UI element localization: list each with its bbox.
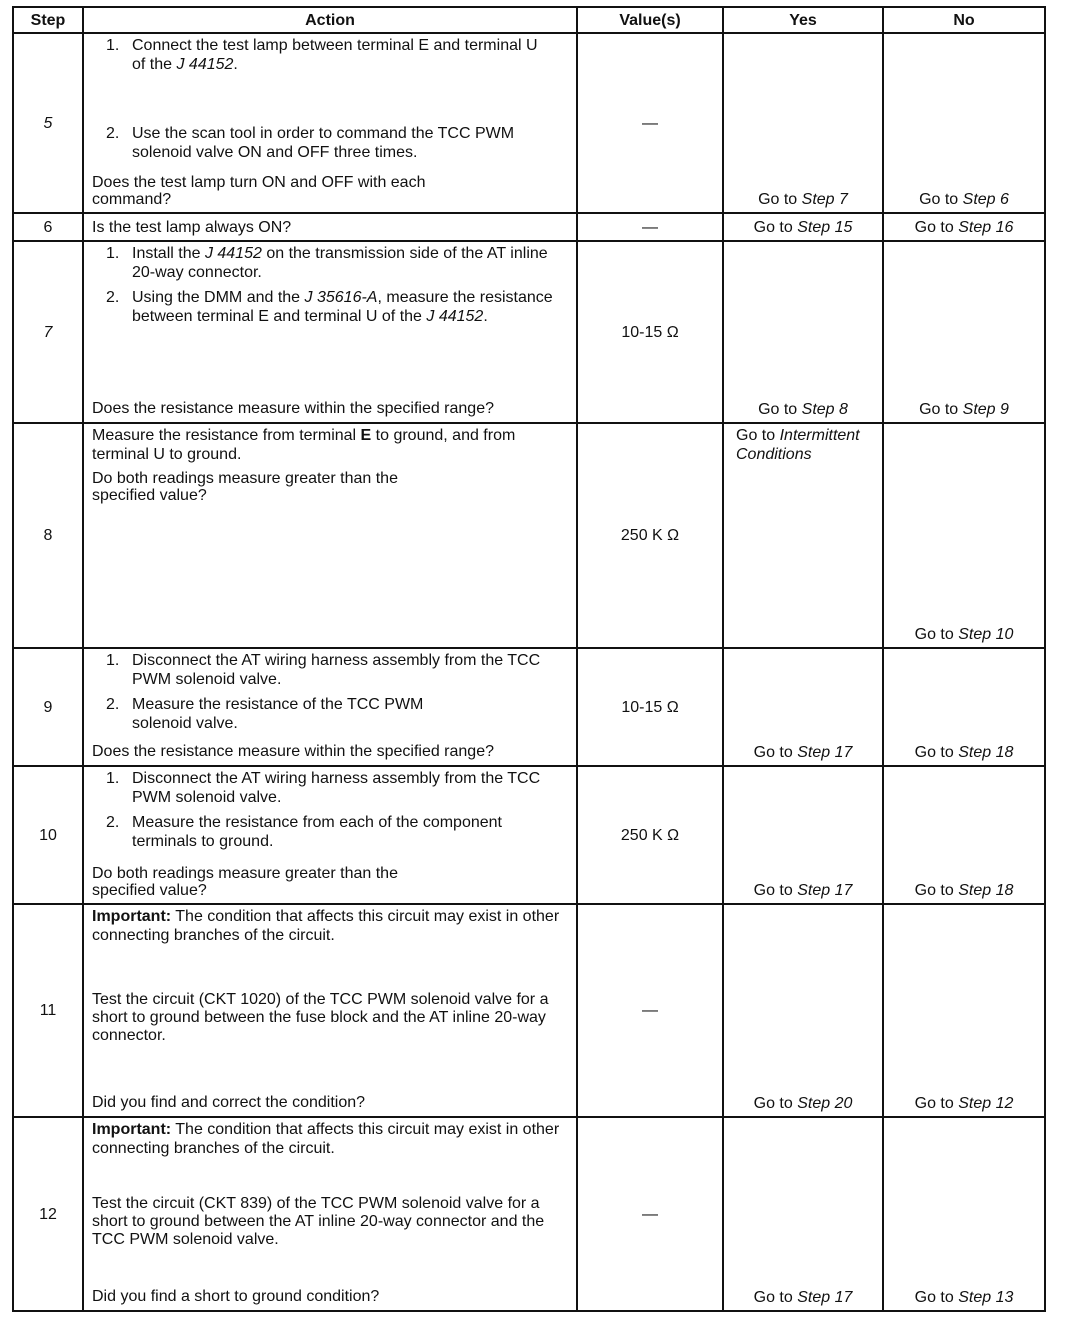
instruction-item bbox=[106, 813, 570, 851]
instruction-item bbox=[106, 769, 570, 807]
question-text: Do both readings measure greater than the specified value? bbox=[92, 470, 398, 504]
header-step: Step bbox=[13, 7, 83, 33]
item-number: 1. bbox=[106, 245, 120, 262]
no-goto: Go to Step 6 bbox=[919, 191, 1009, 208]
instruction-item: 2. Using the DMM and the J 35616-A, measure the resistance between terminal E and terminal U of the J 44152. bbox=[106, 289, 553, 325]
tool-ref: J 44152 bbox=[176, 56, 234, 73]
value-cell: 250 K Ω bbox=[577, 766, 723, 904]
yes-goto: Go to Step 17 bbox=[753, 1289, 853, 1306]
no-goto: Go to Step 18 bbox=[914, 882, 1014, 899]
yes-goto: Go to Step 7 bbox=[758, 191, 848, 208]
action-text: Test the circuit (CKT 839) of the TCC PWM solenoid valve for a short to ground between the AT inline 20-way connector and the TCC PWM solenoid valve. bbox=[92, 1194, 545, 1248]
action-text: Measure the resistance from terminal E to ground, and from terminal U to ground. bbox=[92, 427, 516, 463]
no-goto: Go to Step 18 bbox=[914, 744, 1014, 761]
header-action: Action bbox=[83, 7, 577, 33]
action-cell bbox=[83, 1117, 577, 1311]
table-row bbox=[13, 423, 1045, 648]
no-cell bbox=[883, 241, 1045, 423]
yes-cell bbox=[723, 904, 883, 1117]
no-goto: Go to Step 9 bbox=[919, 401, 1009, 418]
item-number: 1. bbox=[106, 770, 120, 787]
header-yes: Yes bbox=[723, 7, 883, 33]
yes-cell bbox=[723, 766, 883, 904]
table-row bbox=[13, 904, 1045, 1117]
action-cell bbox=[83, 648, 577, 766]
action-cell bbox=[83, 33, 577, 213]
value-cell: 10-15 Ω bbox=[577, 648, 723, 766]
question-text: Does the test lamp turn ON and OFF with each command? bbox=[92, 174, 426, 208]
question-text: Is the test lamp always ON? bbox=[92, 218, 292, 236]
no-cell: Go to Step 16 bbox=[883, 213, 1045, 241]
yes-goto: Go to Step 20 bbox=[753, 1095, 853, 1112]
yes-cell bbox=[723, 33, 883, 213]
no-goto: Go to Step 10 bbox=[914, 626, 1014, 643]
yes-goto: Go to Step 17 bbox=[753, 744, 853, 761]
question-text: Did you find a short to ground condition? bbox=[92, 1288, 380, 1305]
action-cell bbox=[83, 241, 577, 423]
item-text: Disconnect the AT wiring harness assembly from the TCC PWM solenoid valve. bbox=[132, 652, 541, 688]
item-text: Use the scan tool in order to command the TCC PWM solenoid valve ON and OFF three times. bbox=[132, 125, 515, 161]
item-number: 1. bbox=[106, 652, 120, 669]
table-row bbox=[13, 766, 1045, 904]
step-number: 12 bbox=[13, 1117, 83, 1311]
yes-goto: Go to Intermittent Conditions bbox=[736, 427, 860, 463]
step-number: 9 bbox=[13, 648, 83, 766]
step-number: 10 bbox=[13, 766, 83, 904]
item-text: Connect the test lamp between terminal E and terminal U of the bbox=[132, 37, 538, 73]
yes-cell bbox=[723, 241, 883, 423]
table-row bbox=[13, 241, 1045, 423]
question-text: Does the resistance measure within the specified range? bbox=[92, 400, 494, 417]
value-cell: 10-15 Ω bbox=[577, 241, 723, 423]
value-cell: — bbox=[577, 904, 723, 1117]
action-text: Test the circuit (CKT 1020) of the TCC PWM solenoid valve for a short to ground between the fuse block and the AT inline 20-way connector. bbox=[92, 991, 549, 1044]
item-text: Measure the resistance of the TCC PWM solenoid valve. bbox=[132, 696, 424, 732]
item-number: 1. bbox=[106, 37, 120, 54]
item-text: Disconnect the AT wiring harness assembly from the TCC PWM solenoid valve. bbox=[132, 770, 541, 806]
table-row bbox=[13, 1117, 1045, 1311]
tool-ref: J 35616-A bbox=[304, 289, 378, 306]
value-cell: 250 K Ω bbox=[577, 423, 723, 648]
item-number: 2. bbox=[106, 289, 120, 306]
item-number: 2. bbox=[106, 814, 120, 831]
yes-cell bbox=[723, 1117, 883, 1311]
important-note: Important: The condition that affects this circuit may exist in other connecting branches of the circuit. bbox=[92, 1121, 560, 1157]
action-cell bbox=[83, 213, 577, 241]
question-text: Did you find and correct the condition? bbox=[92, 1094, 366, 1111]
action-cell bbox=[83, 904, 577, 1117]
step-number: 6 bbox=[13, 213, 83, 241]
action-cell bbox=[83, 423, 577, 648]
item-number: 2. bbox=[106, 696, 120, 713]
no-goto: Go to Step 13 bbox=[914, 1289, 1014, 1306]
item-text: . bbox=[233, 56, 238, 73]
header-row bbox=[13, 7, 1045, 33]
no-goto: Go to Step 12 bbox=[914, 1095, 1014, 1112]
instruction-item bbox=[106, 124, 570, 162]
important-note: Important: The condition that affects this circuit may exist in other connecting branches of the circuit. bbox=[92, 908, 560, 944]
header-no: No bbox=[883, 7, 1045, 33]
action-cell bbox=[83, 766, 577, 904]
instruction-item bbox=[106, 36, 570, 74]
table-row bbox=[13, 33, 1045, 213]
yes-cell: Go to Step 15 bbox=[723, 213, 883, 241]
value-cell: — bbox=[577, 33, 723, 213]
step-number: 7 bbox=[13, 241, 83, 423]
item-text: Measure the resistance from each of the component terminals to ground. bbox=[132, 814, 502, 850]
instruction-item bbox=[106, 695, 570, 733]
question-text: Does the resistance measure within the specified range? bbox=[92, 743, 494, 760]
value-cell: — bbox=[577, 1117, 723, 1311]
table-row bbox=[13, 648, 1045, 766]
question-text: Do both readings measure greater than the specified value? bbox=[92, 865, 398, 899]
step-number: 11 bbox=[13, 904, 83, 1117]
no-cell bbox=[883, 766, 1045, 904]
diagnostic-table bbox=[12, 6, 1046, 1312]
yes-cell bbox=[723, 648, 883, 766]
tool-ref: J 44152 bbox=[204, 245, 262, 262]
no-cell bbox=[883, 33, 1045, 213]
instruction-item: 1. Install the J 44152 on the transmission side of the AT inline 20-way connector. bbox=[106, 245, 548, 281]
no-cell bbox=[883, 1117, 1045, 1311]
item-number: 2. bbox=[106, 125, 120, 142]
header-values: Value(s) bbox=[577, 7, 723, 33]
value-cell: — bbox=[577, 213, 723, 241]
instruction-item bbox=[106, 651, 570, 689]
yes-goto: Go to Step 17 bbox=[753, 882, 853, 899]
no-cell bbox=[883, 648, 1045, 766]
no-cell bbox=[883, 904, 1045, 1117]
step-number: 5 bbox=[13, 33, 83, 213]
tool-ref: J 44152 bbox=[426, 308, 484, 325]
step-number: 8 bbox=[13, 423, 83, 648]
table-row bbox=[13, 213, 1045, 241]
yes-goto: Go to Step 8 bbox=[758, 401, 848, 418]
no-cell bbox=[883, 423, 1045, 648]
yes-cell bbox=[723, 423, 883, 648]
